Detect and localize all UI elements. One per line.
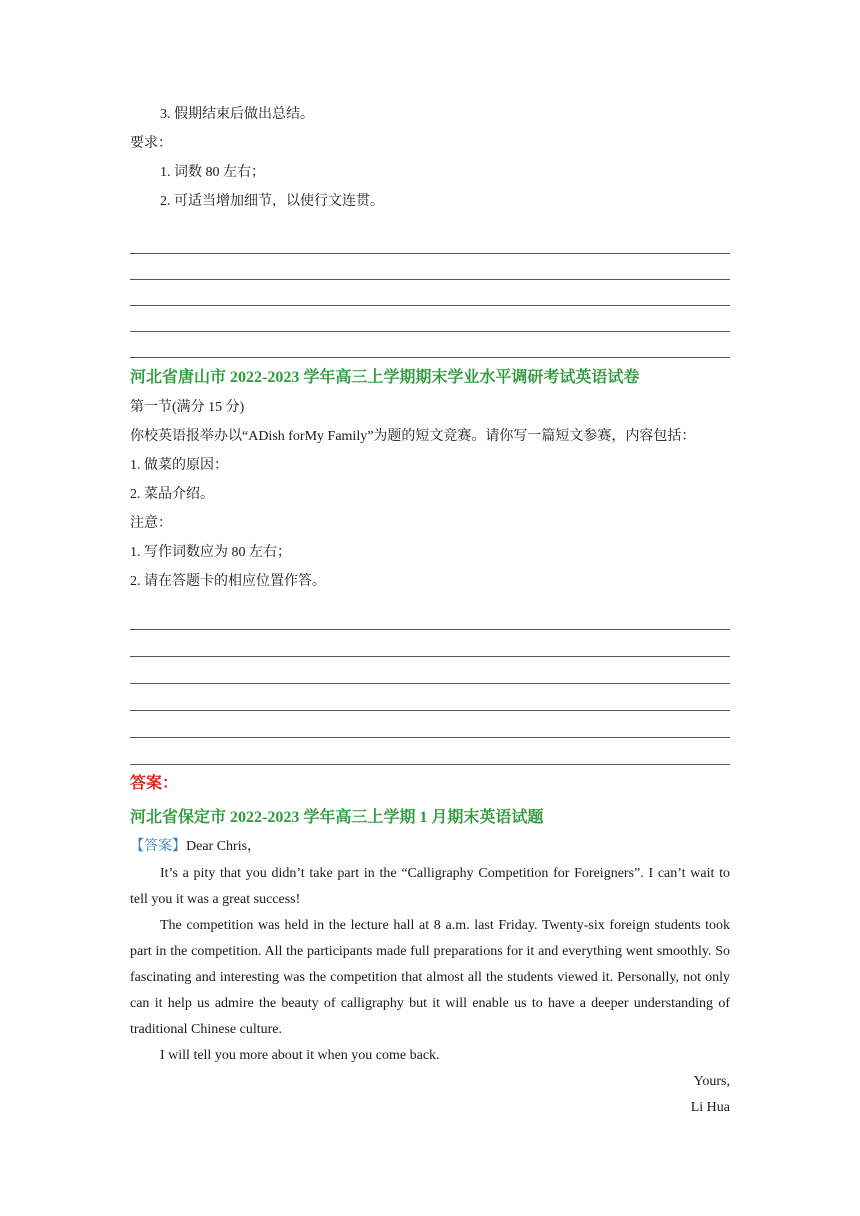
- letter-paragraph-2: The competition was held in the lecture hall at 8 a.m. last Friday. Twenty-six foreign students took part in the competition. All the participants made full preparations for it and everything went smoothly. So fascinating and interesting was the competition that almost all the students viewed it. Personally, not only can it help us admire the beauty of calligraphy but it will enable us to have a deeper understanding of traditional Chinese culture.: [130, 918, 730, 1037]
- salutation: Dear Chris，: [186, 839, 262, 854]
- letter-paragraph-1: It’s a pity that you didn’t take part in the “Calligraphy Competition for Foreigners”. I can’t wait to tell you it was a great success!: [130, 866, 730, 907]
- content-item-2: 2. 菜品介绍。: [130, 487, 214, 502]
- writing-prompt: 你校英语报举办以“ADish forMy Family”为题的短文竞赛。请你写一篇短文参赛，内容包括：: [130, 429, 696, 444]
- task-item-3: 3. 假期结束后做出总结。: [160, 107, 314, 122]
- letter-paragraph-3: I will tell you more about it when you come back.: [160, 1048, 440, 1063]
- answer-line: [130, 280, 730, 306]
- requirements-label: 要求：: [130, 136, 172, 151]
- answer-line: [130, 254, 730, 280]
- answer-lines-1: [130, 216, 730, 358]
- answer-line: [130, 332, 730, 358]
- answer-line: [130, 738, 730, 765]
- note-2: 2. 请在答题卡的相应位置作答。: [130, 574, 326, 589]
- note-1: 1. 写作词数应为 80 左右；: [130, 545, 291, 560]
- content-item-1: 1. 做菜的原因：: [130, 458, 228, 473]
- exam-title-tangshan: 河北省唐山市 2022-2023 学年高三上学期期末学业水平调研考试英语试卷: [130, 369, 640, 386]
- document-page: [130, 100, 730, 1121]
- exam-title-baoding: 河北省保定市 2022-2023 学年高三上学期 1 月期末英语试题: [130, 809, 544, 826]
- notes-label: 注意：: [130, 516, 172, 531]
- answer-label: 答案：: [130, 775, 179, 792]
- answer-line: [130, 630, 730, 657]
- requirement-1: 1. 词数 80 左右；: [160, 165, 265, 180]
- section-label: 第一节(满分 15 分): [130, 400, 245, 415]
- answer-line: [130, 596, 730, 630]
- letter-signature: Li Hua: [690, 1100, 730, 1115]
- answer-line: [130, 306, 730, 332]
- answer-line: [130, 711, 730, 738]
- answer-line: [130, 216, 730, 254]
- answer-line: [130, 684, 730, 711]
- letter-closing: Yours,: [693, 1074, 730, 1089]
- answer-tag: 【答案】: [130, 839, 186, 854]
- answer-salutation-line: [130, 833, 730, 861]
- answer-lines-2: [130, 596, 730, 765]
- answer-line: [130, 657, 730, 684]
- requirement-2: 2. 可适当增加细节，以使行文连贯。: [160, 194, 384, 209]
